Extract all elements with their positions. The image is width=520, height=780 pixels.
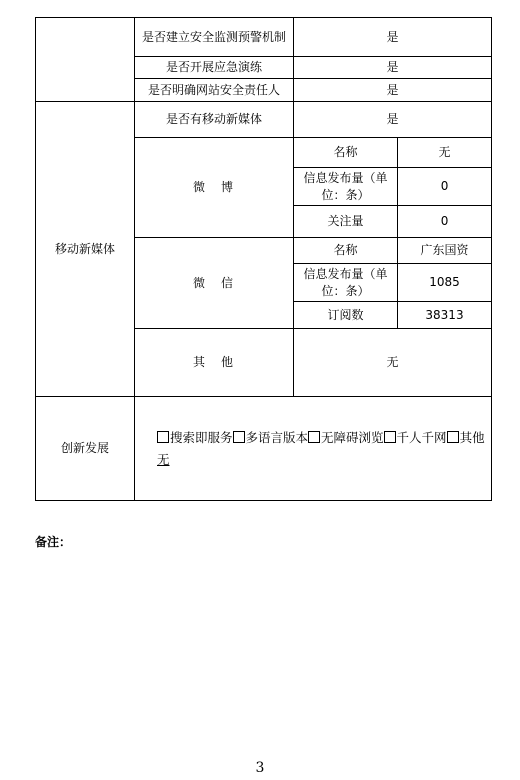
checkbox-icon[interactable] (384, 431, 396, 443)
wechat-subscribers-value: 38313 (398, 302, 492, 329)
has-mobile-value: 是 (294, 102, 492, 138)
innovation-options (157, 427, 483, 449)
responsible-label: 是否明确网站安全责任人 (135, 79, 294, 102)
innovation-other-value: 无 (157, 451, 170, 467)
wechat-posts-label: 信息发布量（单位：条） (294, 264, 398, 302)
security-section-cell (36, 18, 135, 102)
weibo-posts-value: 0 (398, 168, 492, 206)
option-personalized[interactable]: 千人千网 (384, 430, 447, 445)
weibo-posts-label: 信息发布量（单位：条） (294, 168, 398, 206)
wechat-posts-value: 1085 (398, 264, 492, 302)
weibo-followers-label: 关注量 (294, 206, 398, 238)
option-multilingual[interactable]: 多语言版本 (233, 430, 309, 445)
weibo-followers-value: 0 (398, 206, 492, 238)
page-number: 3 (255, 760, 265, 776)
other-value: 无 (294, 329, 492, 397)
option-search-as-service[interactable]: 搜索即服务 (157, 430, 233, 445)
wechat-name-label: 名称 (294, 238, 398, 264)
has-mobile-label: 是否有移动新媒体 (135, 102, 294, 138)
mobile-section-label: 移动新媒体 (36, 102, 135, 397)
checkbox-icon[interactable] (157, 431, 169, 443)
monitoring-value: 是 (294, 18, 492, 57)
weibo-label: 微 博 (135, 138, 294, 238)
other-label: 其 他 (135, 329, 294, 397)
checkbox-icon[interactable] (233, 431, 245, 443)
responsible-value: 是 (294, 79, 492, 102)
innovation-label: 创新发展 (36, 397, 135, 501)
option-other[interactable]: 其他 (447, 430, 485, 445)
wechat-name-value: 广东国资 (398, 238, 492, 264)
monitoring-label: 是否建立安全监测预警机制 (135, 18, 294, 57)
report-table (35, 17, 492, 501)
weibo-name-label: 名称 (294, 138, 398, 168)
drill-value: 是 (294, 57, 492, 79)
checkbox-icon[interactable] (308, 431, 320, 443)
note-label: 备注： (35, 535, 72, 549)
wechat-label: 微 信 (135, 238, 294, 329)
option-accessibility[interactable]: 无障碍浏览 (308, 430, 384, 445)
checkbox-icon[interactable] (447, 431, 459, 443)
innovation-options-cell (135, 397, 492, 501)
drill-label: 是否开展应急演练 (135, 57, 294, 79)
wechat-subscribers-label: 订阅数 (294, 302, 398, 329)
weibo-name-value: 无 (398, 138, 492, 168)
